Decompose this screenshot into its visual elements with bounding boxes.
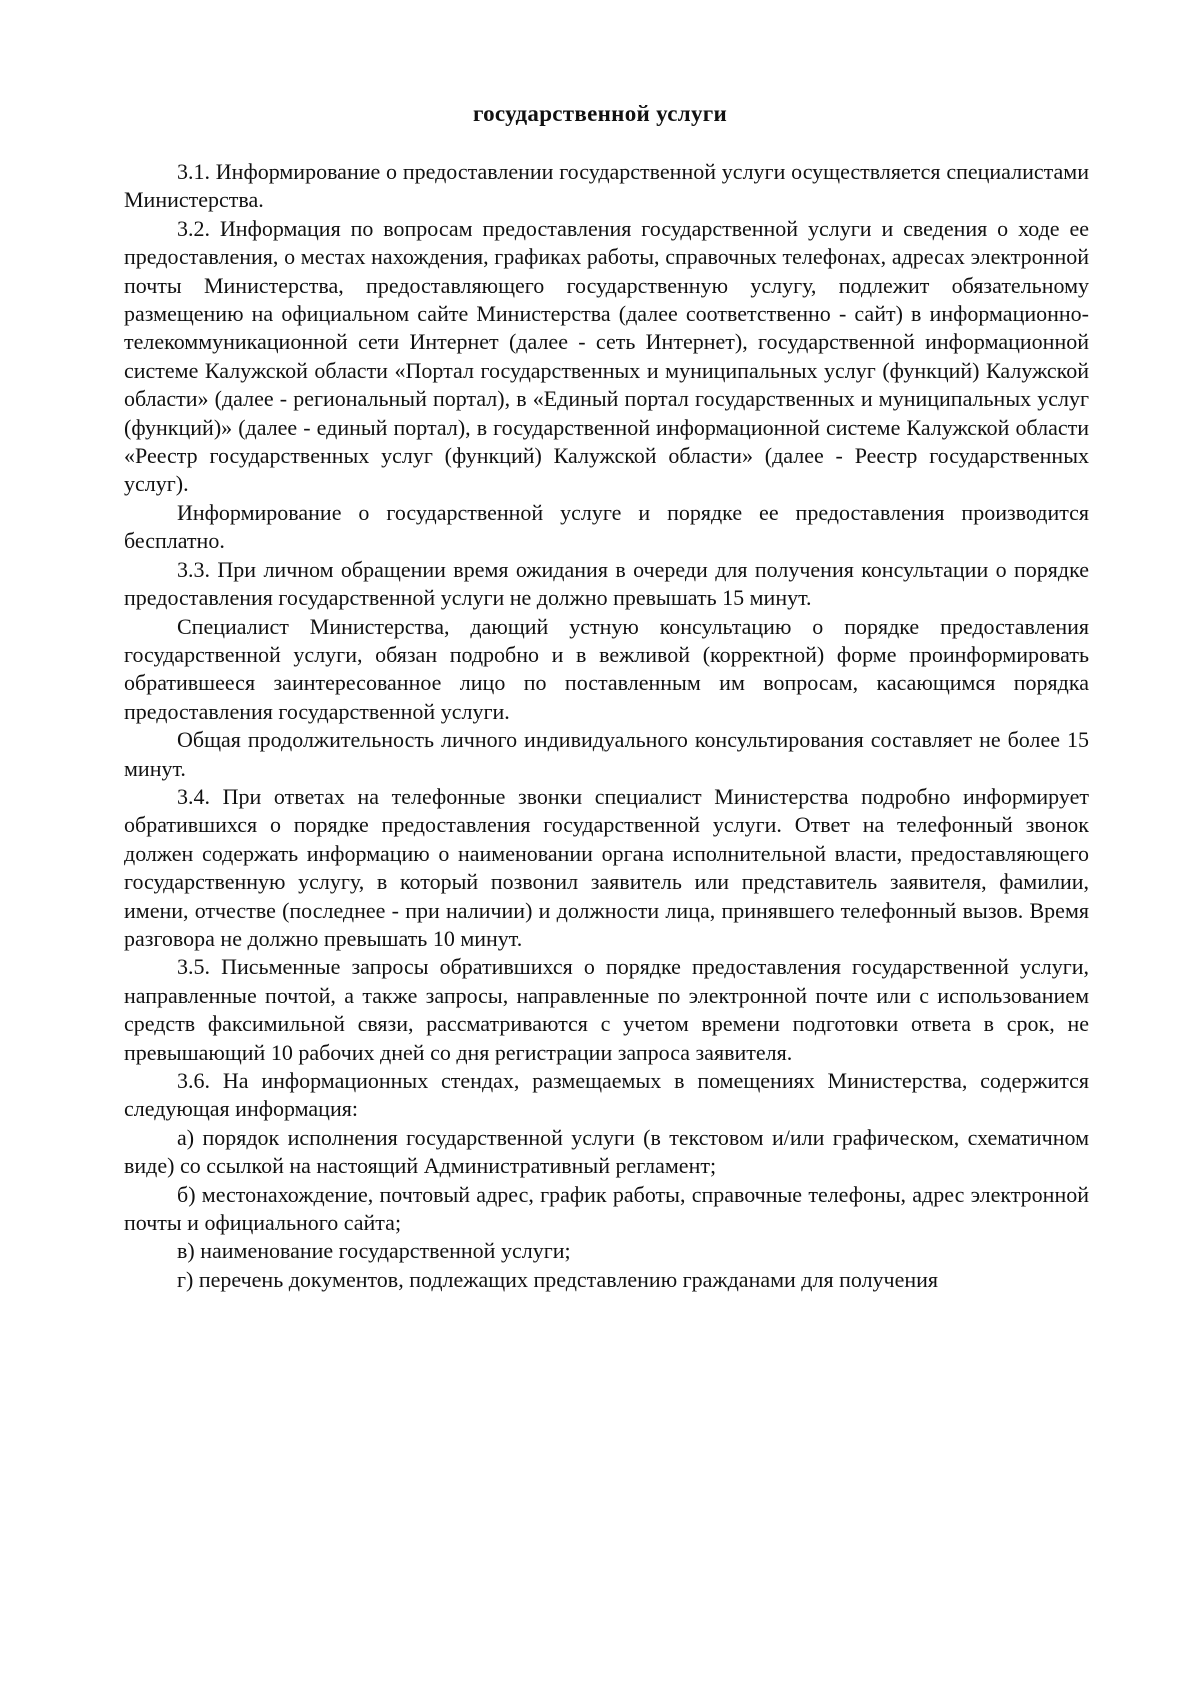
paragraph-duration: Общая продолжительность личного индивидуального консультирования составляет не более 15 минут. xyxy=(124,727,1089,781)
paragraph-3-2: 3.2. Информация по вопросам предоставления государственной услуги и сведения о ходе ее предоставления, о местах нахождения, графиках работы, справочных телефонах, адресах электронной почты Министерства, предоставляющего государственную услугу, подлежит обязательному размещению на официальном сайте Министерства (далее соответственно - сайт) в информационно-телекоммуникационной сети Интернет (далее - сеть Интернет), государственной информационной системе Калужской области «Портал государственных и муниципальных услуг (функций) Калужской области» (далее - региональный портал), в «Единый портал государственных и муниципальных услуг (функций)» (далее - единый портал), в государственной информационной системе Калужской области «Реестр государственных услуг (функций) Калужской области» (далее - Реестр государственных услуг). xyxy=(124,215,1089,497)
list-item-g: г) перечень документов, подлежащих представлению гражданами для получения xyxy=(177,1266,939,1292)
paragraph-specialist: Специалист Министерства, дающий устную консультацию о порядке предоставления государственной услуги, обязан подробно и в вежливой (корректной) форме проинформировать обратившееся заинтересованное лицо по поставленным им вопросам, касающимся порядка предоставления государственной услуги. xyxy=(124,613,1089,724)
document-body xyxy=(124,158,1089,1294)
paragraph-3-4: 3.4. При ответах на телефонные звонки специалист Министерства подробно информирует обратившихся о порядке предоставления государственной услуги. Ответ на телефонный звонок должен содержать информацию о наименовании органа исполнительной власти, предоставляющего государственную услугу, в который позвонил заявитель или представитель заявителя, фамилии, имени, отчестве (последнее - при наличии) и должности лица, принявшего телефонный вызов. Время разговора не должно превышать 10 минут. xyxy=(124,783,1089,951)
paragraph-3-1: 3.1. Информирование о предоставлении государственной услуги осуществляется специалистами Министерства. xyxy=(124,159,1089,213)
list-item-a: а) порядок исполнения государственной услуги (в текстовом и/или графическом, схематичном виде) со ссылкой на настоящий Административный регламент; xyxy=(124,1124,1089,1179)
paragraph-3-5: 3.5. Письменные запросы обратившихся о порядке предоставления государственной услуги, направленные почтой, а также запросы, направленные по электронной почте или с использованием средств факсимильной связи, рассматриваются с учетом времени подготовки ответа в срок, не превышающий 10 рабочих дней со дня регистрации запроса заявителя. xyxy=(124,954,1089,1065)
list-item-v: в) наименование государственной услуги; xyxy=(177,1238,571,1264)
paragraph-free-info: Информирование о государственной услуге и порядке ее предоставления производится бесплатно. xyxy=(124,499,1089,554)
section-heading: государственной услуги xyxy=(472,101,728,126)
paragraph-3-3: 3.3. При личном обращении время ожидания в очереди для получения консультации о порядке предоставления государственной услуги не должно превышать 15 минут. xyxy=(124,556,1089,611)
list-item-b: б) местонахождение, почтовый адрес, график работы, справочные телефоны, адрес электронной почты и официального сайта; xyxy=(124,1181,1089,1236)
paragraph-3-6: 3.6. На информационных стендах, размещаемых в помещениях Министерства, содержится следующая информация: xyxy=(124,1068,1089,1122)
